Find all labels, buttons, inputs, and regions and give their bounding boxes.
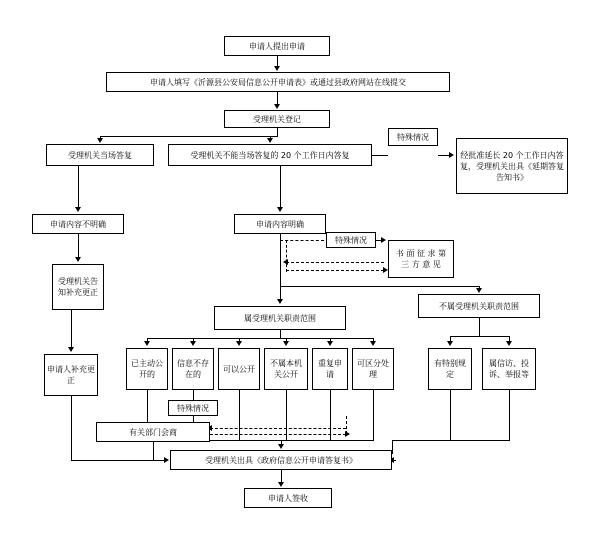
- node-notify-supplement: 受理机关告知补充更正: [52, 264, 104, 310]
- node-not-this-org: 不属本机关公开: [264, 348, 308, 390]
- node-unclear-content: 申请内容不明确: [32, 214, 124, 234]
- node-not-exist: 信息不存在的: [172, 348, 214, 390]
- annotation-special-case-2: 特殊情况: [326, 232, 376, 248]
- node-already-public: 已主动公开的: [126, 348, 168, 390]
- node-repeat-apply: 重复申请: [312, 348, 348, 390]
- node-petition-complaint: 属信访、投诉、举报等: [482, 348, 536, 390]
- node-fill-form: 申请人填写《沂源县公安局信息公开申请表》或通过县政府网站在线提交: [106, 72, 450, 92]
- annotation-special-case-1: 特殊情况: [388, 128, 438, 146]
- node-applicant-supplement: 申请人补充更正: [44, 354, 98, 396]
- node-within-scope: 属受理机关职责范围: [214, 306, 346, 330]
- node-register: 受理机关登记: [224, 110, 330, 128]
- node-outside-scope: 不属受理机关职责范围: [418, 294, 540, 318]
- node-20day-reply: 受理机关不能当场答复的 20 个工作日内答复: [168, 144, 372, 166]
- node-extend-reply: 经批准延长 20 个工作日内答复，受理机关出具《延期答复告知书》: [456, 138, 568, 194]
- node-applicant-sign: 申请人签收: [244, 488, 332, 508]
- node-separable: 可区分处理: [352, 348, 394, 390]
- node-onsite-reply: 受理机关当场答复: [46, 144, 154, 166]
- node-special-rules: 有特别规定: [428, 348, 472, 390]
- node-dept-consult: 有关部门会商: [96, 422, 210, 442]
- node-issue-reply-doc: 受理机关出具《政府信息公开申请答复书》: [170, 450, 392, 470]
- annotation-special-case-3: 特殊情况: [168, 400, 218, 416]
- node-clear-content: 申请内容明确: [234, 214, 326, 234]
- node-can-public: 可以公开: [218, 348, 260, 390]
- node-third-party-opinion: 书 面 征 求 第 三 方 意 见: [388, 240, 454, 278]
- node-apply: 申请人提出申请: [224, 36, 330, 56]
